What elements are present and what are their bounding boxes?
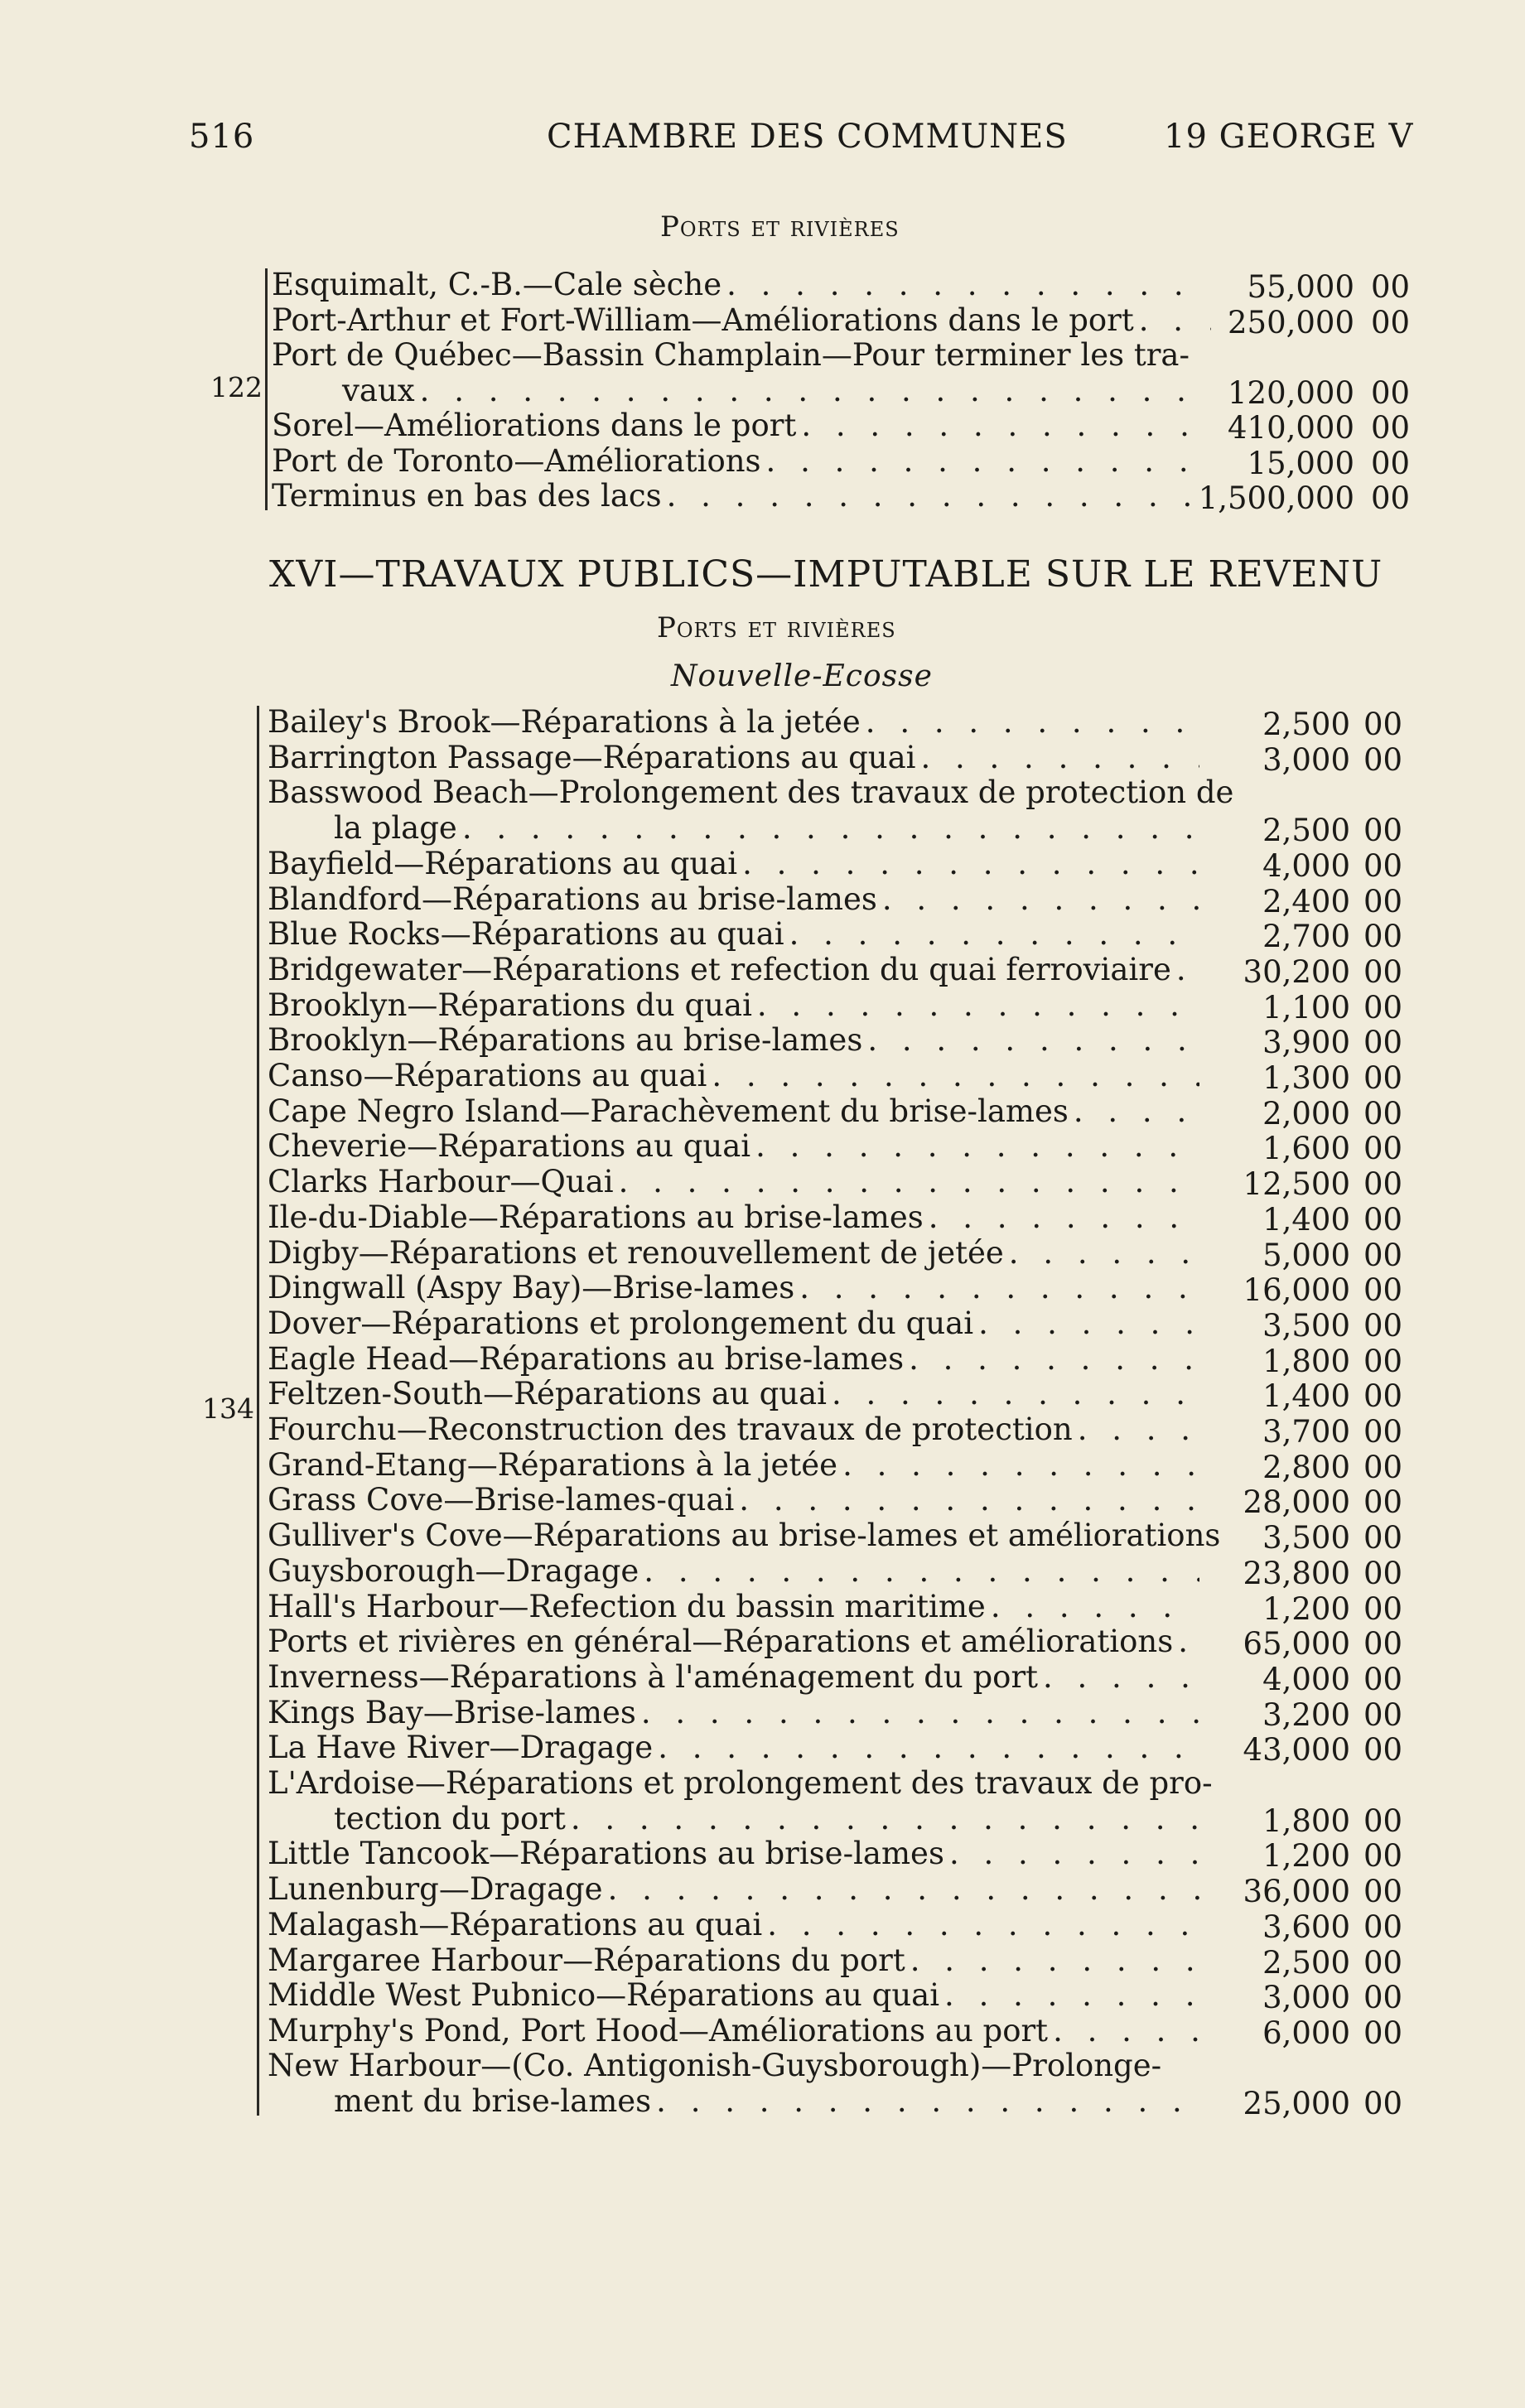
- table-row: [0, 1906, 1525, 1945]
- item-text: Terminus en bas des lacs: [272, 478, 662, 514]
- item-amount: 120,000: [1227, 374, 1354, 411]
- item-text: Little Tancook—Réparations au brise-lames: [268, 1836, 944, 1872]
- item-amount: 3,500: [1262, 1520, 1350, 1556]
- table-row: [0, 1624, 1525, 1662]
- item-description: [268, 1022, 1199, 1058]
- item-text: Margaree Harbour—Réparations du port: [268, 1942, 905, 1978]
- item-description: [272, 267, 1211, 302]
- dot-leader: [762, 1907, 1199, 1942]
- item-text: Dover—Réparations et prolongement du quai: [268, 1305, 974, 1341]
- table-row: [0, 1270, 1525, 1309]
- item-cents: 00: [1363, 1520, 1403, 1556]
- item-text: la plage: [334, 810, 457, 847]
- item-amount: 1,500,000: [1198, 480, 1354, 516]
- item-description: [268, 1412, 1199, 1447]
- item-cents: 00: [1371, 480, 1411, 516]
- item-cents: 00: [1371, 304, 1411, 340]
- item-description: [334, 1801, 1199, 1836]
- item-amount: 2,500: [1262, 1944, 1350, 1981]
- table-row: [0, 951, 1525, 990]
- item-description: [268, 1235, 1199, 1271]
- running-title: CHAMBRE DES COMMUNES: [547, 118, 1068, 156]
- page-number: 516: [189, 118, 255, 156]
- section-caption: Ports et rivières: [660, 210, 900, 244]
- item-text: Blue Rocks—Réparations au quai: [268, 916, 784, 953]
- item-text: Esquimalt, C.-B.—Cale sèche: [272, 267, 722, 302]
- item-description: [268, 1942, 1199, 1978]
- item-amount: 3,000: [1262, 741, 1350, 778]
- item-text: vaux: [342, 372, 415, 408]
- table-row: [0, 1447, 1525, 1483]
- item-text: Clarks Harbour—Quai: [268, 1164, 614, 1200]
- item-cents: 00: [1371, 445, 1411, 481]
- item-cents: 00: [1363, 847, 1403, 884]
- table-row: [0, 1093, 1525, 1132]
- item-amount: 1,800: [1262, 1802, 1350, 1839]
- item-description: [272, 478, 1211, 514]
- table-row: [0, 1199, 1525, 1238]
- item-text: La Have River—Dragage: [268, 1730, 654, 1766]
- table-row: [0, 987, 1525, 1023]
- item-amount: 1,800: [1262, 1343, 1350, 1379]
- item-cents: 00: [1363, 2015, 1403, 2051]
- item-description: [268, 987, 1199, 1023]
- item-description: [268, 1624, 1199, 1659]
- item-cents: 00: [1363, 1909, 1403, 1945]
- item-description: [268, 1447, 1199, 1483]
- item-cents: 00: [1363, 1449, 1403, 1485]
- session-label: 19 GEORGE V: [1164, 118, 1414, 156]
- item-cents: 00: [1363, 989, 1403, 1025]
- item-description: [268, 1871, 1199, 1907]
- item-cents: 00: [1363, 1484, 1403, 1521]
- item-amount: 25,000: [1243, 2086, 1350, 2122]
- item-amount: 3,500: [1262, 1307, 1350, 1344]
- item-description: [268, 704, 1199, 740]
- item-amount: 28,000: [1243, 1484, 1350, 1521]
- item-description: [268, 1376, 1199, 1412]
- item-amount: 1,400: [1262, 1201, 1350, 1238]
- item-amount: 3,700: [1262, 1414, 1350, 1450]
- item-cents: 00: [1363, 1201, 1403, 1238]
- item-text: Brooklyn—Réparations du quai: [268, 987, 752, 1023]
- item-text: Grass Cove—Brise-lames-quai: [268, 1482, 735, 1518]
- item-description: [268, 2013, 1199, 2048]
- item-cents: 00: [1363, 883, 1403, 919]
- table-row: [0, 408, 1525, 446]
- item-description: [334, 2083, 1199, 2119]
- item-cents: 00: [1363, 1272, 1403, 1309]
- brace-bracket: [265, 268, 279, 510]
- item-amount: 1,600: [1262, 1131, 1350, 1167]
- item-text: tection du port: [334, 1800, 566, 1836]
- item-amount: 410,000: [1227, 410, 1354, 446]
- item-text: Port de Toronto—Améliorations: [272, 442, 761, 479]
- item-text: Cape Negro Island—Parachèvement du brise-lames: [268, 1093, 1069, 1129]
- dot-leader: [707, 1058, 1199, 1093]
- item-description: [268, 881, 1199, 917]
- item-cents: 00: [1363, 1025, 1403, 1061]
- item-text: Malagash—Réparations au quai: [268, 1906, 763, 1942]
- item-text: Middle West Pubnico—Réparations au quai: [268, 1977, 940, 2014]
- table-row: [0, 1235, 1525, 1271]
- table-row: [0, 1588, 1525, 1627]
- item-amount: 2,700: [1262, 919, 1350, 955]
- table-row: [0, 1482, 1525, 1521]
- item-cents: 00: [1363, 1874, 1403, 1910]
- item-description: [268, 1907, 1199, 1942]
- item-cents: 00: [1363, 1307, 1403, 1344]
- item-text: Murphy's Pond, Port Hood—Améliorations au port: [268, 2012, 1049, 2048]
- item-amount: 23,800: [1243, 1555, 1350, 1591]
- dot-leader: [415, 373, 1211, 408]
- item-cents: 00: [1363, 1802, 1403, 1839]
- item-amount: 55,000: [1247, 269, 1354, 305]
- item-amount: 1,400: [1262, 1378, 1350, 1415]
- item-amount: 16,000: [1243, 1272, 1350, 1309]
- item-description: [268, 846, 1199, 881]
- item-cents: 00: [1363, 1095, 1403, 1132]
- table-row: [0, 704, 1525, 740]
- item-text: Bridgewater—Réparations et refection du quai ferroviaire: [268, 951, 1171, 987]
- item-description: [268, 1977, 1199, 2013]
- table-row: [0, 302, 1525, 338]
- item-description: [268, 1270, 1199, 1305]
- item-description: [268, 1199, 1199, 1235]
- item-cents: 00: [1363, 1980, 1403, 2016]
- table-row: [0, 1341, 1525, 1377]
- item-amount: 4,000: [1262, 1661, 1350, 1697]
- vote-number: 122: [210, 370, 263, 403]
- item-amount: 5,000: [1262, 1237, 1350, 1273]
- dot-leader: [734, 1482, 1199, 1518]
- table-row: [0, 1058, 1525, 1096]
- dot-leader: [653, 1730, 1199, 1765]
- item-amount: 1,200: [1262, 1590, 1350, 1627]
- table-row: [0, 1128, 1525, 1167]
- item-description: [268, 1695, 1199, 1730]
- item-description: [268, 1128, 1199, 1164]
- dot-leader: [636, 1695, 1199, 1730]
- item-text: Brooklyn—Réparations au brise-lames: [268, 1022, 863, 1059]
- item-cents: 00: [1363, 919, 1403, 955]
- table-row: [0, 1553, 1525, 1589]
- item-text: Bayfield—Réparations au quai: [268, 845, 738, 881]
- table-row: [0, 267, 1525, 305]
- item-text: Sorel—Améliorations dans le port: [272, 408, 797, 443]
- dot-leader: [651, 2083, 1199, 2119]
- table-row: [0, 1942, 1525, 1981]
- item-text: Kings Bay—Brise-lames: [268, 1694, 636, 1730]
- item-cents: 00: [1363, 1343, 1403, 1379]
- dot-leader: [752, 987, 1199, 1023]
- item-amount: 4,000: [1262, 847, 1350, 884]
- item-cents: 00: [1363, 1060, 1403, 1096]
- item-description: [334, 810, 1199, 846]
- item-text: Canso—Réparations au quai: [268, 1058, 707, 1093]
- table-row: [0, 2048, 1525, 2122]
- item-amount: 12,500: [1243, 1166, 1350, 1203]
- dot-leader: [639, 1553, 1199, 1589]
- table-row: [0, 845, 1525, 884]
- province-heading: Nouvelle-Ecosse: [671, 659, 933, 693]
- item-amount: 2,400: [1262, 883, 1350, 919]
- table-row: [0, 1694, 1525, 1733]
- item-cents: 00: [1363, 813, 1403, 849]
- item-cents: 00: [1363, 1626, 1403, 1662]
- dot-leader: [457, 810, 1199, 846]
- dot-leader: [662, 478, 1211, 514]
- table-row: [0, 478, 1525, 514]
- item-cents: 00: [1363, 1661, 1403, 1697]
- item-description: [268, 1164, 1199, 1199]
- item-description: [268, 1730, 1199, 1765]
- section-caption: Ports et rivières: [657, 611, 896, 644]
- item-text: Ile-du-Diable—Réparations au brise-lames: [268, 1199, 924, 1235]
- item-description: [268, 740, 1199, 775]
- vote-number: 134: [202, 1392, 254, 1425]
- dot-leader: [566, 1801, 1199, 1836]
- item-amount: 2,500: [1262, 707, 1350, 742]
- table-row: [0, 916, 1525, 955]
- table-row: [0, 1871, 1525, 1910]
- item-description: [268, 1553, 1199, 1589]
- item-cents: 00: [1371, 410, 1411, 446]
- item-amount: 3,000: [1262, 1980, 1350, 2016]
- item-cents: 00: [1363, 1237, 1403, 1273]
- item-text: Port-Arthur et Fort-William—Améliorations dans le port: [272, 302, 1134, 338]
- item-cents: 00: [1363, 1944, 1403, 1981]
- item-description: [268, 1589, 1199, 1624]
- item-amount: 6,000: [1262, 2015, 1350, 2051]
- table-row: [0, 2012, 1525, 2051]
- item-text: Inverness—Réparations à l'aménagement du port: [268, 1658, 1039, 1695]
- item-description: [268, 1482, 1199, 1518]
- table-row: [0, 739, 1525, 778]
- table-row: [0, 881, 1525, 917]
- dot-leader: [737, 846, 1199, 881]
- table-row: [0, 1022, 1525, 1061]
- item-description: [272, 443, 1211, 479]
- item-cents: 00: [1363, 1590, 1403, 1627]
- item-description: [268, 1093, 1199, 1129]
- item-text: Ports et rivières en général—Réparations et améliorations: [268, 1624, 1174, 1660]
- item-text: Grand-Etang—Réparations à la jetée: [268, 1446, 838, 1483]
- item-cents: 00: [1363, 1732, 1403, 1769]
- item-text: Bailey's Brook—Réparations à la jetée: [268, 704, 861, 740]
- item-amount: 3,600: [1262, 1909, 1350, 1945]
- item-description: [268, 1518, 1221, 1554]
- item-amount: 3,900: [1262, 1025, 1350, 1061]
- item-amount: 1,200: [1262, 1838, 1350, 1875]
- dot-leader: [614, 1164, 1199, 1199]
- item-cents: 00: [1363, 1555, 1403, 1591]
- dot-leader: [603, 1871, 1199, 1907]
- item-text: Cheverie—Réparations au quai: [268, 1128, 751, 1165]
- item-description: [268, 1305, 1199, 1341]
- item-text: Blandford—Réparations au brise-lames: [268, 881, 877, 917]
- item-text: Barrington Passage—Réparations au quai: [268, 739, 916, 775]
- item-text: Gulliver's Cove—Réparations au brise-lames et améliorations: [268, 1518, 1221, 1554]
- dot-leader: [750, 1128, 1199, 1164]
- item-cents: 00: [1371, 374, 1411, 411]
- item-text: Fourchu—Reconstruction des travaux de protection: [268, 1412, 1073, 1447]
- item-description-line1: Port de Québec—Bassin Champlain—Pour terminer les tra-: [272, 336, 1190, 373]
- item-text: Eagle Head—Réparations au brise-lames: [268, 1340, 905, 1377]
- item-description: [272, 302, 1211, 338]
- item-text: Guysborough—Dragage: [268, 1552, 639, 1589]
- item-description: [268, 1058, 1199, 1093]
- item-cents: 00: [1363, 1378, 1403, 1415]
- item-cents: 00: [1363, 1414, 1403, 1450]
- item-text: Feltzen-South—Réparations au quai: [268, 1376, 827, 1412]
- item-amount: 2,000: [1262, 1095, 1350, 1132]
- item-amount: 43,000: [1243, 1732, 1350, 1769]
- item-cents: 00: [1363, 1838, 1403, 1875]
- item-text: Dingwall (Aspy Bay)—Brise-lames: [268, 1270, 795, 1306]
- item-amount: 1,100: [1262, 989, 1350, 1025]
- item-text: Digby—Réparations et renouvellement de jetée: [268, 1234, 1004, 1271]
- item-description: [342, 373, 1211, 408]
- table-row: [0, 775, 1525, 849]
- item-cents: 00: [1363, 741, 1403, 778]
- table-row: [0, 1730, 1525, 1769]
- item-amount: 3,200: [1262, 1696, 1350, 1733]
- item-amount: 36,000: [1243, 1874, 1350, 1910]
- table-row: [0, 1518, 1525, 1556]
- item-cents: 00: [1363, 953, 1403, 990]
- item-cents: 00: [1363, 1166, 1403, 1203]
- item-amount: 65,000: [1243, 1626, 1350, 1662]
- item-cents: 00: [1363, 707, 1403, 742]
- item-cents: 00: [1363, 1696, 1403, 1733]
- table-row: [0, 1836, 1525, 1875]
- dot-leader: [721, 267, 1211, 302]
- item-cents: 00: [1363, 2086, 1403, 2122]
- item-amount: 2,500: [1262, 813, 1350, 849]
- item-description: [268, 1341, 1199, 1377]
- item-amount: 1,300: [1262, 1060, 1350, 1096]
- item-description-line1: L'Ardoise—Réparations et prolongement des travaux de pro-: [268, 1764, 1213, 1801]
- table-row: [0, 1764, 1525, 1839]
- brace-bracket: [257, 706, 271, 2116]
- table-row: [0, 1659, 1525, 1695]
- item-cents: 00: [1371, 269, 1411, 305]
- item-description-line1: New Harbour—(Co. Antigonish-Guysborough)—Prolonge-: [268, 2048, 1162, 2084]
- item-amount: 15,000: [1247, 445, 1354, 481]
- item-cents: 00: [1363, 1131, 1403, 1167]
- item-text: Hall's Harbour—Refection du bassin maritime: [268, 1588, 986, 1624]
- item-text: Lunenburg—Dragage: [268, 1871, 603, 1908]
- table-row: [0, 443, 1525, 479]
- item-description: [268, 952, 1199, 987]
- table-row: [0, 1977, 1525, 2016]
- item-description: [268, 916, 1199, 952]
- item-description: [272, 408, 1211, 443]
- item-description: [268, 1659, 1199, 1695]
- item-description-line1: Basswood Beach—Prolongement des travaux de protection de: [268, 775, 1234, 811]
- item-amount: 250,000: [1227, 304, 1354, 340]
- table-row: [0, 1305, 1525, 1344]
- item-text: ment du brise-lames: [334, 2083, 652, 2120]
- item-amount: 2,800: [1262, 1449, 1350, 1485]
- item-amount: 30,200: [1243, 953, 1350, 990]
- section-title: XVI—TRAVAUX PUBLICS—IMPUTABLE SUR LE REVENU: [269, 553, 1383, 596]
- item-description: [268, 1836, 1199, 1871]
- table-row: [0, 1164, 1525, 1203]
